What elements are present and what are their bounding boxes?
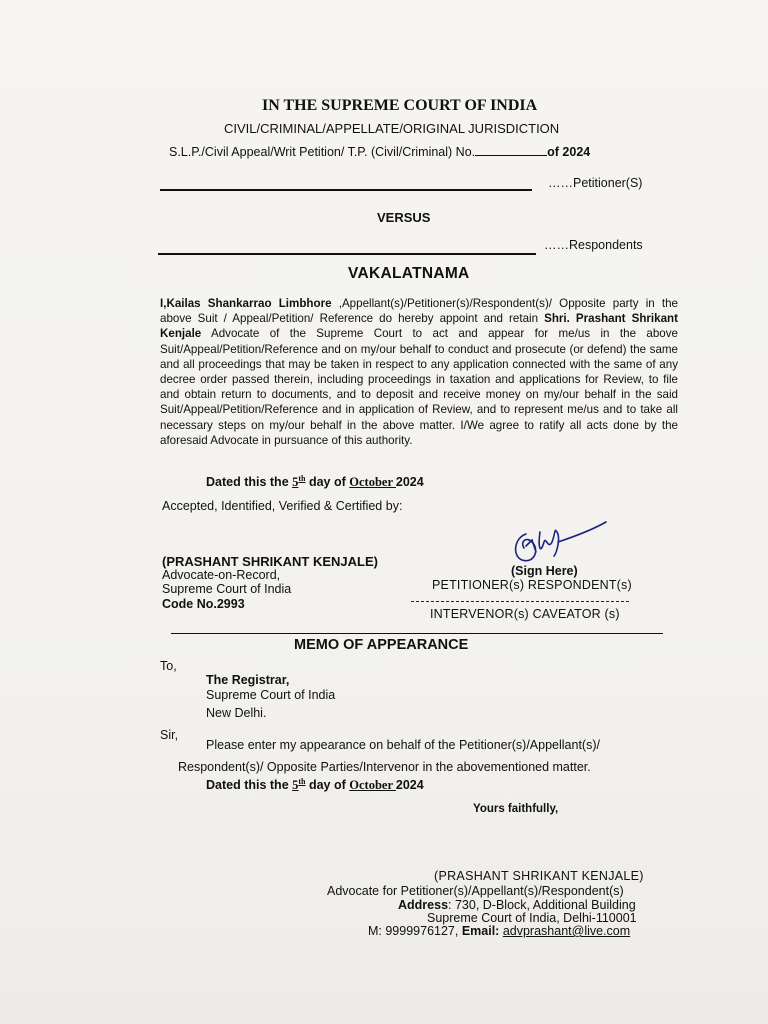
accepted-line: Accepted, Identified, Verified & Certified by: (162, 499, 403, 513)
memo-to: To, (160, 659, 177, 673)
versus-label: VERSUS (377, 210, 431, 225)
case-prefix: S.L.P./Civil Appeal/Writ Petition/ T.P. (Civil/Criminal) No. (169, 145, 476, 159)
body-text-1: ,Appellant(s)/Petitioner(s)/Respondent(s)/ Opposite party in the above Suit / Appeal/Petition/ Reference do hereby appoint and retain (160, 297, 679, 326)
advocate-designation: Advocate-on-Record, (162, 568, 281, 582)
respondent-label: ……Respondents (544, 238, 643, 252)
footer-address-line-2: Supreme Court of India, Delhi-110001 (427, 911, 637, 925)
footer-advocate-name: (PRASHANT SHRIKANT KENJALE) (434, 869, 644, 883)
dated-line-2: Dated this the 5th day of October 2024 (206, 777, 424, 793)
memo-salutation: Sir, (160, 728, 179, 742)
memo-divider (171, 633, 663, 634)
footer-contact-line: M: 9999976127, Email: advprashant@live.com (368, 924, 631, 938)
petitioner-respondent-label: PETITIONER(s) RESPONDENT(s) (432, 578, 632, 592)
memo-body-line-1: Please enter my appearance on behalf of the Petitioner(s)/Appellant(s)/ (206, 738, 600, 752)
footer-email-link[interactable]: advprashant@live.com (502, 924, 631, 938)
footer-address-line-1: Address: 730, D-Block, Additional Building (398, 898, 636, 912)
advocate-court: Supreme Court of India (162, 582, 292, 596)
advocate-signature-name: (PRASHANT SHRIKANT KENJALE) (162, 554, 378, 569)
case-number-blank (475, 155, 547, 156)
yours-faithfully: Yours faithfully, (473, 803, 559, 815)
sign-here-label: (Sign Here) (511, 564, 578, 578)
body-text-2: Advocate of the Supreme Court to act and appear for me/us in the above Suit/Appeal/Petition/Reference and on my/our behalf to conduct and prosecute (or defend) the same and all proceedings that may be taken in respect to any application connected with the same of any decree order passed therein, including proceedings in taxation and applications for Review, to file and obtain return to documents, and to deposit and receive money on my/our behalf in the said Suit/Appeal/Petition/Reference and in application of Review, and to represent me/us and to take all necessary steps on my/our behalf in the above matter. I/We agree to ratify all acts done by the aforesaid Advocate in pursuance of this authority. (160, 327, 678, 447)
advocate-name: Shri. Prashant Shrikant Kenjale (160, 312, 678, 341)
respondent-blank-line (158, 253, 536, 255)
memo-title: MEMO OF APPEARANCE (294, 637, 469, 653)
intervenor-caveator-label: INTERVENOR(s) CAVEATOR (s) (430, 607, 620, 621)
case-number-line (169, 145, 590, 159)
advocate-code: Code No.2993 (162, 597, 245, 611)
roles-dashed-divider (411, 601, 629, 602)
petitioner-label: ……Petitioner(S) (548, 176, 643, 190)
registrar-city: New Delhi. (206, 706, 267, 720)
registrar-title: The Registrar, (206, 673, 290, 687)
court-title: IN THE SUPREME COURT OF INDIA (262, 97, 538, 114)
jurisdiction-line: CIVIL/CRIMINAL/APPELLATE/ORIGINAL JURISDICTION (224, 121, 560, 136)
footer-advocate-for: Advocate for Petitioner(s)/Appellant(s)/Respondent(s) (327, 884, 624, 898)
vakalatnama-body (160, 296, 678, 448)
dated-line-1: Dated this the 5th day of October 2024 (206, 474, 424, 490)
client-name: I,Kailas Shankarrao Limbhore (160, 297, 332, 310)
registrar-court: Supreme Court of India (206, 688, 336, 702)
memo-body-line-2: Respondent(s)/ Opposite Parties/Intervenor in the abovementioned matter. (178, 760, 591, 774)
case-year: of 2024 (547, 145, 591, 159)
signature-image (496, 512, 616, 568)
vakalatnama-title: VAKALATNAMA (348, 265, 470, 282)
petitioner-blank-line (160, 189, 532, 191)
